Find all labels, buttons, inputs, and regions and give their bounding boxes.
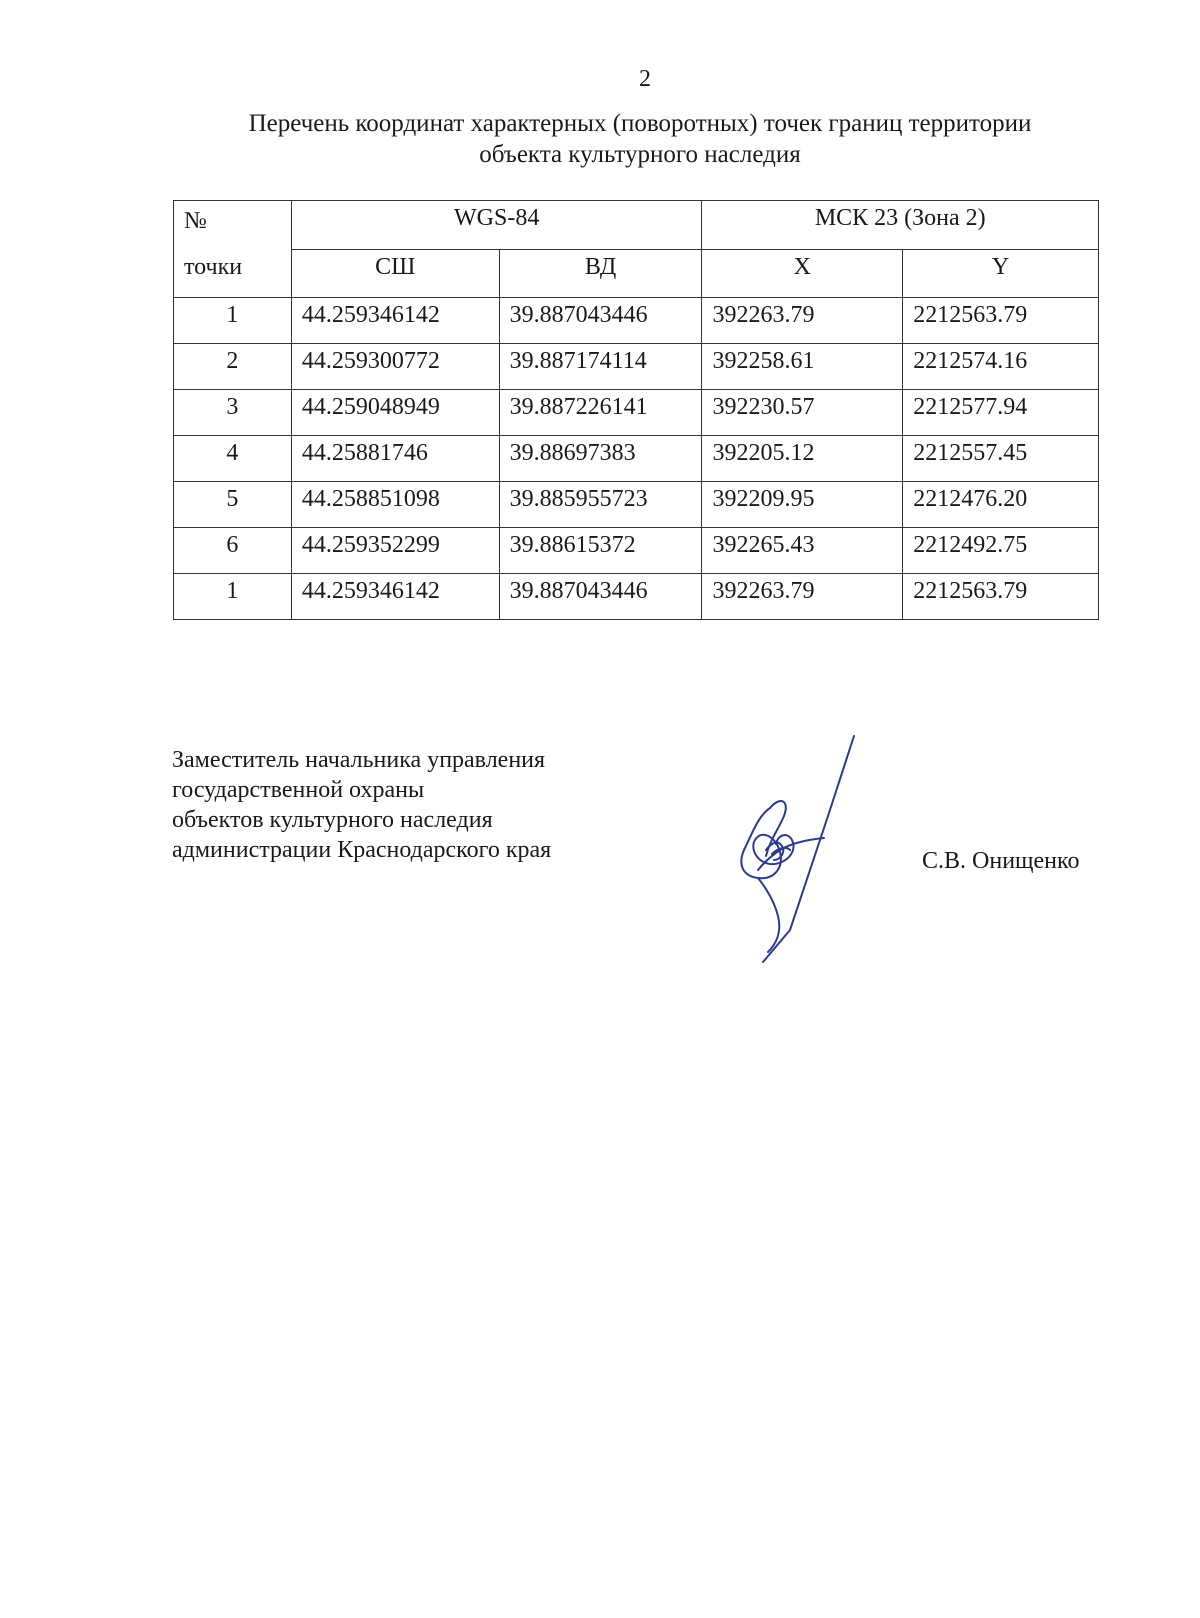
cell-latitude: 44.259352299 (291, 528, 499, 574)
cell-latitude: 44.259300772 (291, 344, 499, 390)
table-row (174, 436, 1099, 482)
position-line-4: администрации Краснодарского края (172, 837, 552, 863)
position-line-2: государственной охраны (172, 777, 425, 803)
cell-y: 2212492.75 (903, 528, 1099, 574)
coordinates-table (173, 200, 1099, 620)
header-row-2 (174, 249, 1099, 298)
table-row (174, 574, 1099, 620)
position-line-3: объектов культурного наследия (172, 807, 493, 833)
cell-x: 392205.12 (702, 436, 903, 482)
cell-point: 6 (174, 528, 292, 574)
header-num-sign: № (184, 208, 207, 234)
cell-point: 5 (174, 482, 292, 528)
cell-longitude: 39.887174114 (499, 344, 702, 390)
cell-latitude: 44.259048949 (291, 390, 499, 436)
header-row-1 (174, 201, 1099, 250)
cell-x: 392265.43 (702, 528, 903, 574)
cell-x: 392258.61 (702, 344, 903, 390)
header-point-label: точки (184, 254, 243, 280)
cell-longitude: 39.887043446 (499, 574, 702, 620)
signer-name: С.В. Онищенко (922, 848, 1080, 874)
table-row (174, 390, 1099, 436)
cell-y: 2212563.79 (903, 298, 1099, 344)
cell-y: 2212476.20 (903, 482, 1099, 528)
header-latitude: СШ (291, 249, 499, 298)
cell-y: 2212563.79 (903, 574, 1099, 620)
table-row (174, 344, 1099, 390)
cell-y: 2212574.16 (903, 344, 1099, 390)
cell-latitude: 44.258851098 (291, 482, 499, 528)
table-row (174, 298, 1099, 344)
position-line-1: Заместитель начальника управления (172, 747, 546, 773)
cell-longitude: 39.887226141 (499, 390, 702, 436)
cell-latitude: 44.25881746 (291, 436, 499, 482)
cell-x: 392263.79 (702, 298, 903, 344)
cell-y: 2212557.45 (903, 436, 1099, 482)
header-point-number (174, 201, 292, 298)
header-y: Y (903, 249, 1099, 298)
table-row (174, 482, 1099, 528)
header-x: X (702, 249, 903, 298)
document-title (150, 108, 1130, 170)
header-msk23: МСК 23 (Зона 2) (702, 201, 1099, 250)
cell-latitude: 44.259346142 (291, 298, 499, 344)
table-row (174, 528, 1099, 574)
page-number: 2 (639, 66, 651, 92)
cell-longitude: 39.887043446 (499, 298, 702, 344)
cell-x: 392230.57 (702, 390, 903, 436)
cell-longitude: 39.88615372 (499, 528, 702, 574)
title-line-2: объекта культурного наследия (479, 141, 801, 168)
cell-point: 1 (174, 574, 292, 620)
handwritten-signature (730, 730, 880, 965)
header-wgs84: WGS-84 (291, 201, 702, 250)
cell-latitude: 44.259346142 (291, 574, 499, 620)
cell-x: 392263.79 (702, 574, 903, 620)
cell-point: 1 (174, 298, 292, 344)
cell-longitude: 39.88697383 (499, 436, 702, 482)
header-longitude: ВД (499, 249, 702, 298)
cell-y: 2212577.94 (903, 390, 1099, 436)
title-line-1: Перечень координат характерных (поворотных) точек границ территории (248, 110, 1032, 137)
cell-x: 392209.95 (702, 482, 903, 528)
cell-point: 3 (174, 390, 292, 436)
signatory-position (172, 745, 551, 865)
cell-point: 2 (174, 344, 292, 390)
cell-point: 4 (174, 436, 292, 482)
cell-longitude: 39.885955723 (499, 482, 702, 528)
